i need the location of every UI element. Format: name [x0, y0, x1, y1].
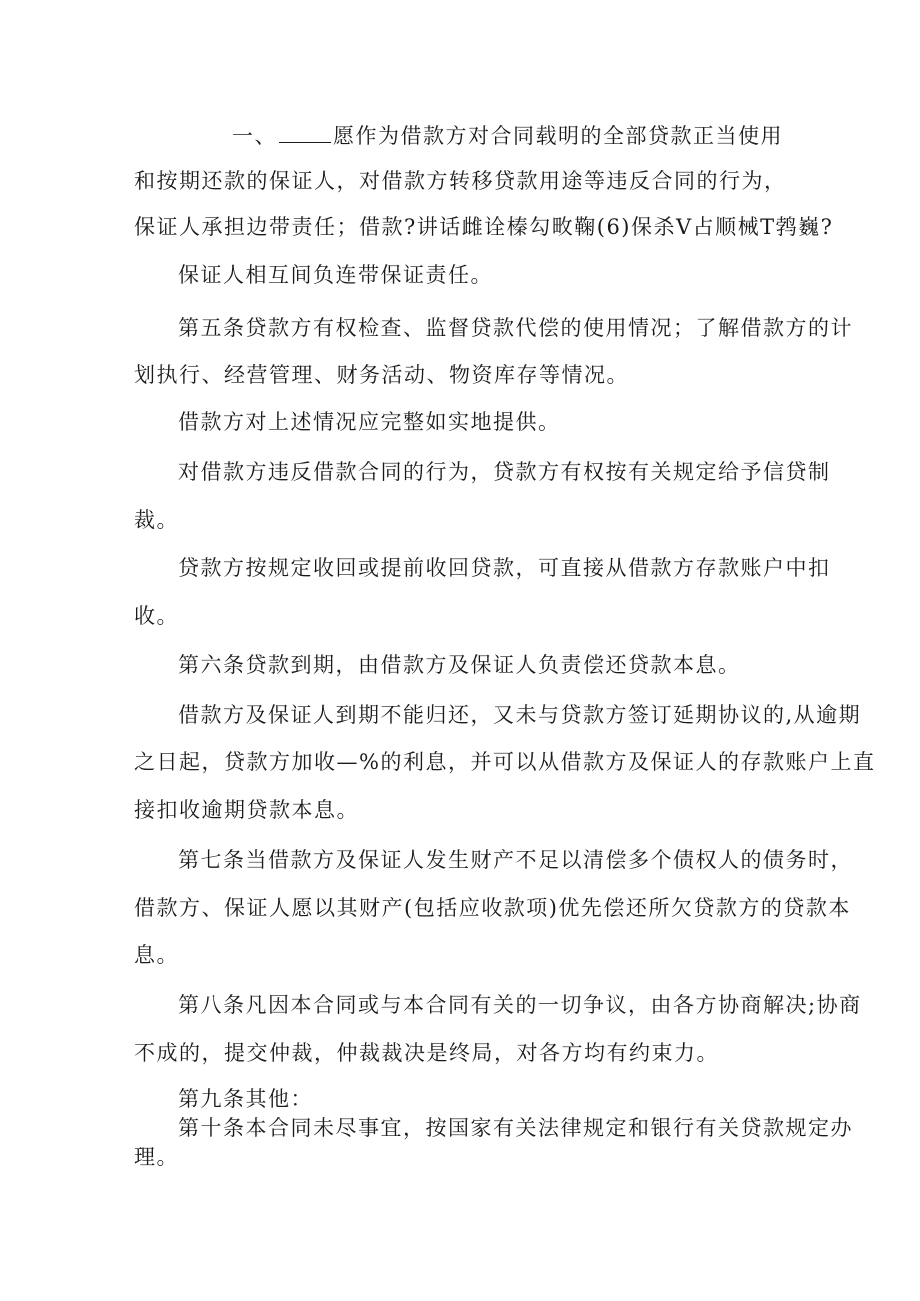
- paragraph-line: 对借款方违反借款合同的行为，贷款方有权按有关规定给予信贷制: [178, 460, 831, 484]
- paragraph-line: 一、 愿作为借款方对合同载明的全部贷款正当使用: [232, 124, 783, 148]
- paragraph-line: 保证人承担边带责任；借款?讲话雌诠榛勾畋鞠(6)保杀V占顺械T鹁巍?: [134, 215, 834, 239]
- paragraph-line: 第八条凡因本合同或与本合同有关的一切争议，由各方协商解决;协商: [178, 993, 862, 1017]
- paragraph-line: 第五条贷款方有权检查、监督贷款代偿的使用情况；了解借款方的计: [178, 316, 853, 340]
- paragraph-line: 划执行、经营管理、财务活动、物资库存等情况。: [134, 363, 629, 387]
- paragraph-line: 保证人相互间负连带保证责任。: [178, 263, 493, 287]
- paragraph-line: 第九条其他：: [178, 1087, 313, 1111]
- blank-underline: [279, 126, 331, 143]
- list-marker: 一、: [232, 124, 277, 148]
- paragraph-line: 裁。: [134, 508, 179, 532]
- paragraph-line: 收。: [134, 604, 179, 628]
- paragraph-line: 借款方及保证人到期不能归还，又未与贷款方签订延期协议的,从逾期: [178, 703, 862, 727]
- paragraph-line: 和按期还款的保证人，对借款方转移贷款用途等违反合同的行为，: [134, 169, 787, 193]
- paragraph-line: 之日起，贷款方加收—%的利息，并可以从借款方及保证人的存款账户上直: [134, 750, 876, 774]
- paragraph-line: 贷款方按规定收回或提前收回贷款，可直接从借款方存款账户中扣: [178, 556, 831, 580]
- paragraph-line: 第十条本合同未尽事宜，按国家有关法律规定和银行有关贷款规定办: [178, 1116, 853, 1140]
- paragraph-line: 借款方对上述情况应完整如实地提供。: [178, 410, 561, 434]
- paragraph-line: 第六条贷款到期，由借款方及保证人负责偿还贷款本息。: [178, 653, 741, 677]
- paragraph-line: 第七条当借款方及保证人发生财产不足以清偿多个债权人的债务时，: [178, 848, 853, 872]
- paragraph-line: 不成的，提交仲裁，仲裁裁决是终局，对各方均有约束力。: [134, 1041, 719, 1065]
- paragraph-line: 借款方、保证人愿以其财产(包括应收款项)优先偿还所欠贷款方的贷款本: [134, 896, 851, 920]
- paragraph-line: 息。: [134, 943, 179, 967]
- paragraph-line: 接扣收逾期贷款本息。: [134, 798, 359, 822]
- paragraph-line: 理。: [134, 1145, 179, 1169]
